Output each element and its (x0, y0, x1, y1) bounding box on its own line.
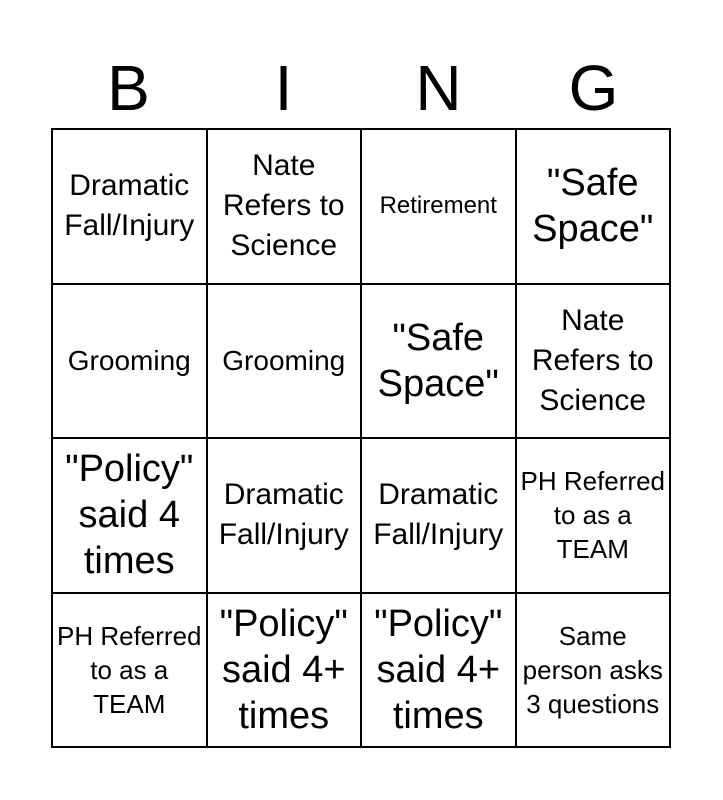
cell-text: PH Referred to as a TEAM (57, 620, 202, 719)
bingo-cell-r2-c1[interactable] (53, 285, 208, 440)
cell-text: Nate Refers to Science (222, 149, 345, 263)
bingo-cell-r1-c2[interactable] (208, 130, 363, 285)
bingo-cell-r3-c2[interactable] (208, 439, 363, 594)
cell-text: Dramatic Fall/Injury (64, 169, 195, 243)
bingo-cell-r4-c2[interactable] (208, 594, 363, 749)
cell-text: PH Referred to as a TEAM (520, 466, 665, 565)
cell-text: Nate Refers to Science (531, 303, 654, 417)
cell-text: "Policy" said 4+ times (219, 602, 348, 737)
bingo-cell-r3-c3[interactable] (362, 439, 517, 594)
cell-text: "Policy" said 4+ times (374, 602, 503, 737)
cell-text: "Policy" said 4 times (65, 448, 194, 583)
cell-text: "Safe Space" (532, 162, 654, 251)
bingo-cell-r4-c4[interactable] (517, 594, 672, 749)
bingo-cell-r2-c2[interactable] (208, 285, 363, 440)
cell-text: Grooming (222, 344, 346, 376)
header-letter-g: G (568, 52, 619, 124)
bingo-cell-r3-c4[interactable] (517, 439, 672, 594)
header-letter-i: I (274, 52, 293, 124)
cell-text: Dramatic Fall/Injury (218, 478, 349, 552)
bingo-cell-r4-c3[interactable] (362, 594, 517, 749)
bingo-cell-r1-c4[interactable] (517, 130, 672, 285)
bingo-cell-r2-c3[interactable] (362, 285, 517, 440)
bingo-cell-r2-c4[interactable] (517, 285, 672, 440)
header-letter-b: B (107, 52, 150, 124)
bingo-card-grid (51, 128, 671, 748)
cell-text: Same person asks 3 questions (522, 620, 663, 719)
bingo-cell-r4-c1[interactable] (53, 594, 208, 749)
bingo-header (51, 52, 671, 124)
bingo-cell-r1-c1[interactable] (53, 130, 208, 285)
cell-text: "Safe Space" (377, 316, 499, 405)
cell-text: Retirement (379, 192, 497, 220)
bingo-cell-r1-c3[interactable] (362, 130, 517, 285)
cell-text: Grooming (67, 344, 191, 376)
cell-text: Dramatic Fall/Injury (373, 478, 504, 552)
bingo-cell-r3-c1[interactable] (53, 439, 208, 594)
header-letter-n: N (415, 52, 462, 124)
